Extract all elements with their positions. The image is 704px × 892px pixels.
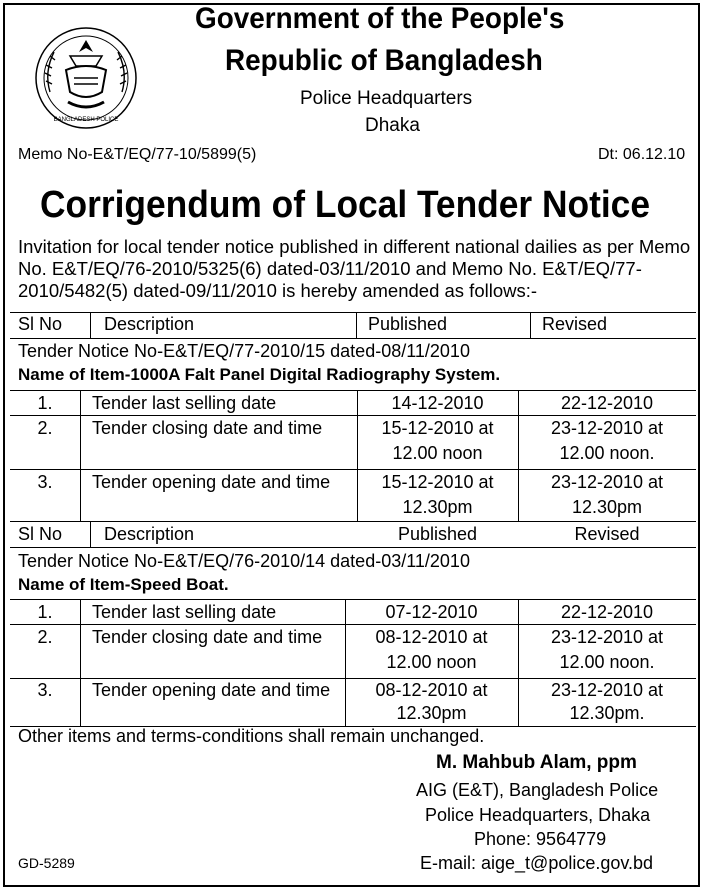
city-name: Dhaka xyxy=(365,115,420,136)
header-sl-no: Sl No xyxy=(18,314,63,334)
row-published-time: 12.30pm xyxy=(402,497,473,517)
row-sl: 1. xyxy=(37,393,53,413)
row-published: 08-12-2010 at xyxy=(375,680,488,700)
signatory-phone: Phone: 9564779 xyxy=(474,829,607,849)
row-sl: 3. xyxy=(37,680,53,700)
title-line-1: Government of the People's xyxy=(195,2,565,35)
signatory-office: Police Headquarters, Dhaka xyxy=(425,805,651,825)
header-published: Published xyxy=(368,314,448,334)
office-name: Police Headquarters xyxy=(300,88,473,109)
intro-line: 2010/5482(5) dated-09/11/2010 is hereby amended as follows:- xyxy=(18,280,538,301)
row-sl: 2. xyxy=(37,418,53,438)
memo-number: Memo No-E&T/EQ/77-10/5899(5) xyxy=(18,146,257,163)
header-description: Description xyxy=(104,524,195,544)
row-published-time: 12.00 noon xyxy=(386,652,477,672)
row-revised-time: 12.00 noon. xyxy=(559,443,655,463)
emblem-text: BANGLADESH POLICE xyxy=(53,117,119,123)
signatory-email: E-mail: aige_t@police.gov.bd xyxy=(420,853,654,873)
row-description: Tender closing date and time xyxy=(92,418,323,438)
row-description: Tender opening date and time xyxy=(92,680,331,700)
title-line-2: Republic of Bangladesh xyxy=(225,44,543,77)
row-description: Tender closing date and time xyxy=(92,627,323,647)
header-published: Published xyxy=(397,524,478,544)
row-revised-time: 12.30pm. xyxy=(569,703,645,723)
row-published-time: 12.30pm xyxy=(396,703,467,723)
row-description: Tender opening date and time xyxy=(92,472,331,492)
row-revised-time: 12.30pm xyxy=(571,497,643,517)
row-revised: 23-12-2010 at xyxy=(550,418,664,438)
row-sl: 3. xyxy=(37,472,53,492)
row-revised: 23-12-2010 at xyxy=(550,680,664,700)
row-published: 15-12-2010 at xyxy=(381,418,494,438)
tender-notice-number: Tender Notice No-E&T/EQ/77-2010/15 dated-08/11/2010 xyxy=(18,341,470,361)
footer-note: Other items and terms-conditions shall remain unchanged. xyxy=(18,726,485,746)
intro-line: No. E&T/EQ/76-2010/5325(6) dated-03/11/2010 and Memo No. E&T/EQ/77- xyxy=(18,258,642,279)
gd-number: GD-5289 xyxy=(18,855,75,871)
row-published: 15-12-2010 at xyxy=(381,472,494,492)
row-published: 08-12-2010 at xyxy=(375,627,488,647)
intro-paragraph xyxy=(18,236,694,302)
item-name: Name of Item-Speed Boat. xyxy=(18,575,229,594)
header-revised: Revised xyxy=(542,314,608,334)
row-published: 14-12-2010 xyxy=(391,393,484,413)
row-published-time: 12.00 noon xyxy=(392,443,483,463)
signatory-designation: AIG (E&T), Bangladesh Police xyxy=(416,780,659,800)
header-sl-no: Sl No xyxy=(18,524,63,544)
tender-notice-number: Tender Notice No-E&T/EQ/76-2010/14 dated-03/11/2010 xyxy=(18,551,470,571)
row-description: Tender last selling date xyxy=(92,602,277,622)
intro-line: Invitation for local tender notice published in different national dailies as per Memo xyxy=(18,236,691,257)
row-published: 07-12-2010 xyxy=(385,602,478,622)
row-description: Tender last selling date xyxy=(92,393,277,413)
row-revised: 22-12-2010 xyxy=(560,393,654,413)
row-sl: 2. xyxy=(37,627,53,647)
header-revised: Revised xyxy=(574,524,640,544)
signatory-name: M. Mahbub Alam, ppm xyxy=(436,752,637,773)
memo-date: Dt: 06.12.10 xyxy=(598,146,686,163)
row-sl: 1. xyxy=(37,602,53,622)
header-description: Description xyxy=(104,314,195,334)
row-revised: 23-12-2010 at xyxy=(550,627,664,647)
police-emblem-icon xyxy=(30,22,142,134)
page-title: Corrigendum of Local Tender Notice xyxy=(40,184,651,226)
item-name: Name of Item-1000A Falt Panel Digital Radiography System. xyxy=(18,365,501,384)
row-revised: 23-12-2010 at xyxy=(550,472,664,492)
row-revised: 22-12-2010 xyxy=(560,602,654,622)
row-revised-time: 12.00 noon. xyxy=(559,652,655,672)
